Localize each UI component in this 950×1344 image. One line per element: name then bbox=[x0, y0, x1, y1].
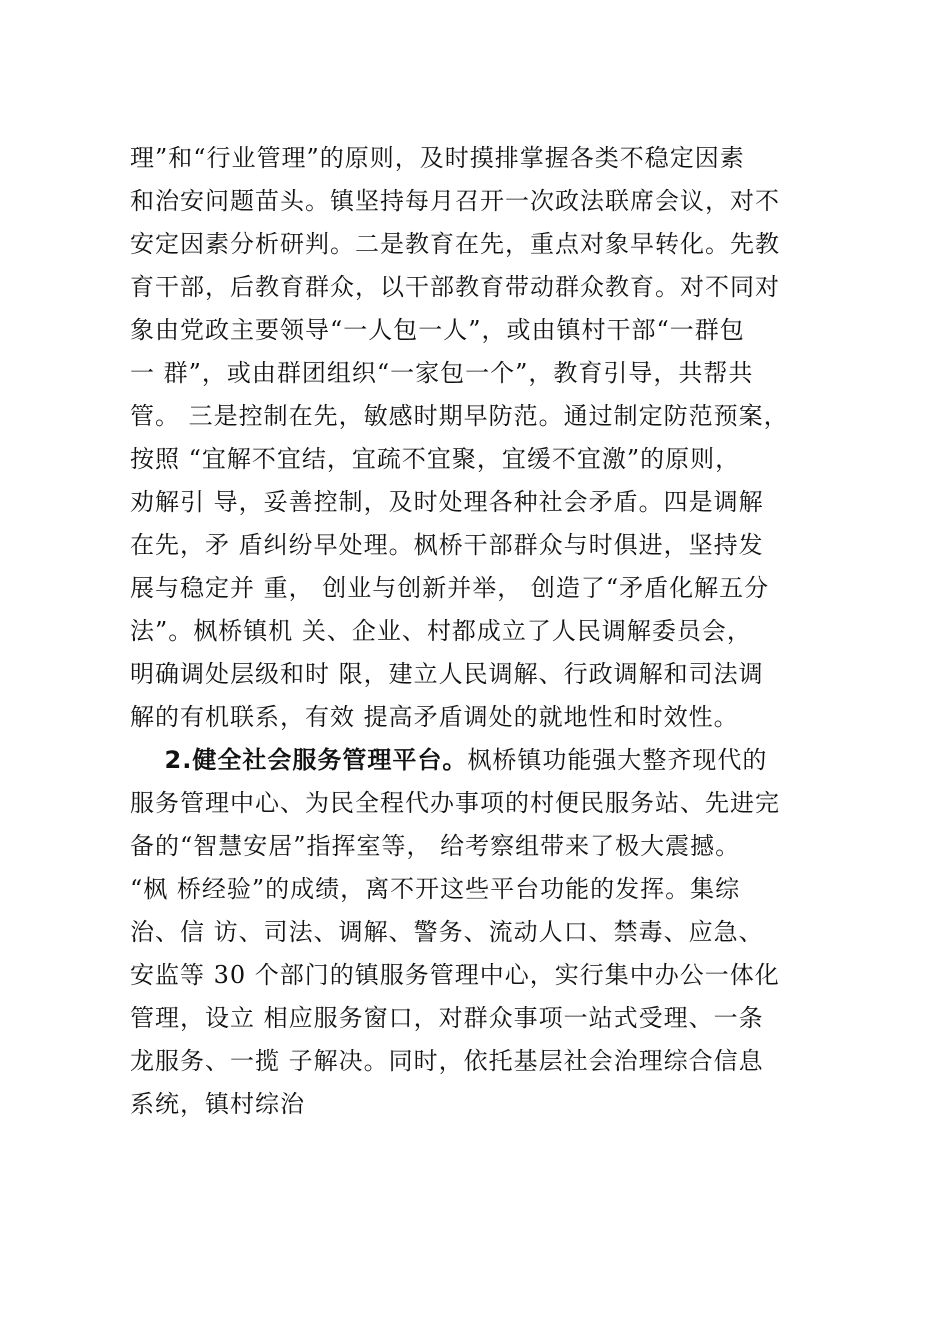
paragraph-1 bbox=[130, 137, 830, 739]
text-line: 龙服务、一揽 子解决。同时，依托基层社会治理综合信息 bbox=[130, 1047, 764, 1075]
text-line: 管。 三是控制在先，敏感时期早防范。通过制定防范预案， bbox=[130, 402, 789, 430]
text-line: 安定因素分析研判。二是教育在先，重点对象早转化。先教 bbox=[130, 230, 780, 258]
text-line: 劝解引 导，妥善控制，及时处理各种社会矛盾。四是调解 bbox=[130, 488, 764, 516]
text-line: 展与稳定并 重， 创业与创新并举， 创造了“矛盾化解五分 bbox=[130, 574, 770, 602]
heading-line-text: 枫桥镇功能强大整齐现代的 bbox=[467, 746, 768, 774]
text-line: 按照 “宜解不宜结，宜疏不宜聚，宜缓不宜激”的原则， bbox=[130, 445, 741, 473]
text-line: 明确调处层级和时 限，建立人民调解、行政调解和司法调 bbox=[130, 660, 764, 688]
text-line: 法”。枫桥镇机 关、企业、村都成立了人民调解委员会， bbox=[130, 617, 752, 645]
text-line: 管理，设立 相应服务窗口，对群众事项一站式受理、一条 bbox=[130, 1004, 764, 1032]
text-line: “枫 桥经验”的成绩，离不开这些平台功能的发挥。集综 bbox=[130, 875, 741, 903]
text-line: 安监等 30 个部门的镇服务管理中心，实行集中办公一体化 bbox=[130, 961, 780, 989]
paragraph-2 bbox=[130, 739, 830, 1126]
text-line: 理”和“行业管理”的原则，及时摸排掌握各类不稳定因素 bbox=[130, 144, 745, 172]
text-line: 和治安问题苗头。镇坚持每月召开一次政法联席会议，对不 bbox=[130, 187, 780, 215]
text-line: 解的有机联系，有效 提高矛盾调处的就地性和时效性。 bbox=[130, 703, 739, 731]
text-line: 系统，镇村综治 bbox=[130, 1090, 305, 1118]
section-heading-line bbox=[130, 739, 830, 782]
section-heading: 2.健全社会服务管理平台。 bbox=[164, 746, 468, 774]
text-line: 在先，矛 盾纠纷早处理。枫桥干部群众与时俱进，坚持发 bbox=[130, 531, 764, 559]
text-line: 象由党政主要领导“一人包一人”，或由镇村干部“一群包 bbox=[130, 316, 745, 344]
text-line: 备的“智慧安居”指挥室等， 给考察组带来了极大震撼。 bbox=[130, 832, 741, 860]
paragraph-indent bbox=[130, 746, 165, 774]
text-line: 育干部，后教育群众，以干部教育带动群众教育。对不同对 bbox=[130, 273, 780, 301]
text-line: 一 群”，或由群团组织“一家包一个”，教育引导，共帮共 bbox=[130, 359, 754, 387]
text-line: 服务管理中心、为民全程代办事项的村便民服务站、先进完 bbox=[130, 789, 780, 817]
body-text bbox=[130, 137, 830, 1126]
text-line: 治、信 访、司法、调解、警务、流动人口、禁毒、应急、 bbox=[130, 918, 764, 946]
